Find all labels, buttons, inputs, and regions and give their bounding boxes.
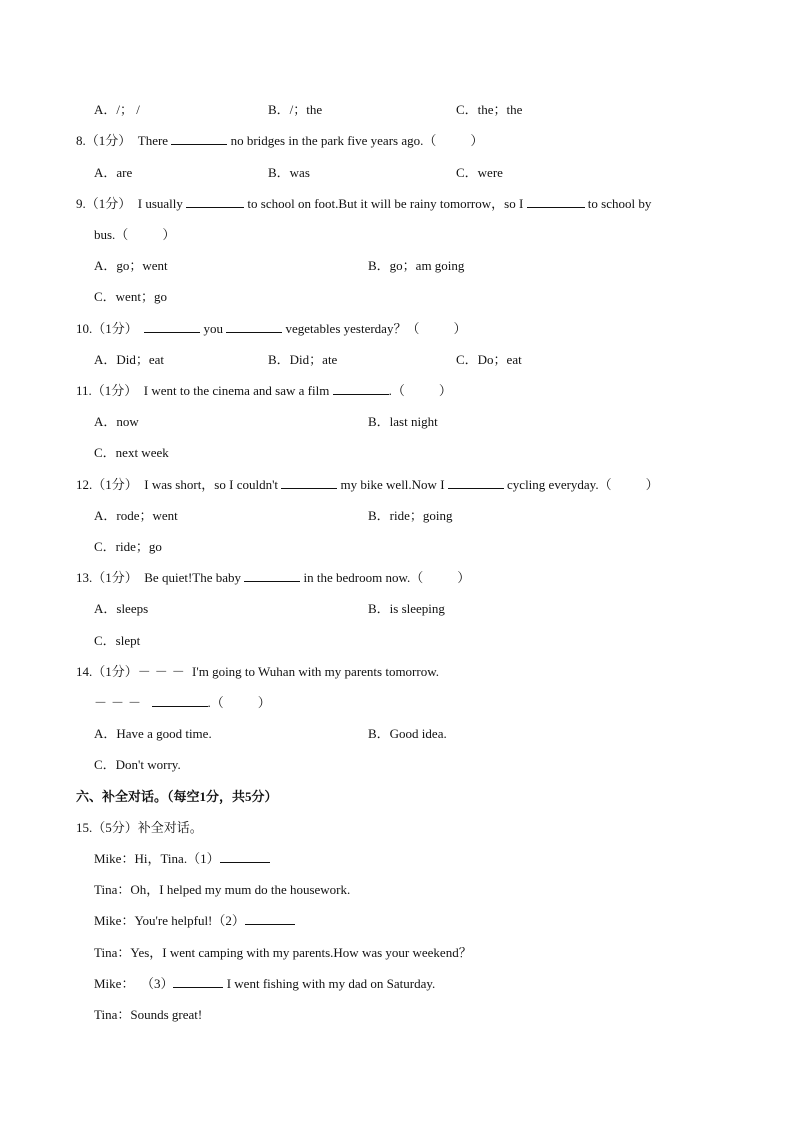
dialogue-speaker: Mike： [94, 976, 135, 991]
q12-paren-close: ） [645, 477, 659, 492]
q13-option-c: C．slept [94, 633, 141, 648]
q13-text-post: in the bedroom now.（ [303, 570, 424, 585]
q9-text-mid: to school on foot.But it will be rainy tomorrow，so I [247, 196, 524, 211]
q14-blank [152, 694, 208, 707]
q14-stem [76, 663, 439, 681]
q11-text-pre: I went to the cinema and saw a film [143, 383, 330, 398]
q10-text-mid: you [203, 321, 224, 336]
q14-option-c: C．Don't worry. [94, 757, 181, 772]
q11-number: 11.（1分） [76, 383, 138, 398]
q11-blank [333, 382, 389, 395]
q9-option-a: A．go；went [94, 258, 168, 273]
dialogue-text: Hi，Tina.（1） [134, 851, 220, 866]
q10-number: 10.（1分） [76, 321, 138, 336]
q14-option-b: B．Good idea. [368, 726, 447, 741]
q10-blank-1 [144, 320, 200, 333]
q8-text-post: no bridges in the park five years ago.（ [230, 133, 437, 148]
q11-paren-close: ） [438, 383, 452, 398]
q11-stem [76, 382, 452, 400]
dialogue-blank-1 [220, 850, 270, 863]
q8-paren-close: ） [470, 133, 484, 148]
q9-blank-2 [527, 195, 585, 208]
q12-blank-2 [448, 476, 504, 489]
q11-text-post: .（ [388, 383, 405, 398]
q9-paren-close: ） [162, 227, 176, 242]
q14-dash-2: －－－ [94, 695, 146, 710]
dialogue-line-6 [94, 1006, 202, 1024]
q8-option-b: B．was [268, 165, 310, 180]
dialogue-text: （3） [140, 976, 174, 991]
q12-option-a: A．rode；went [94, 508, 178, 523]
dialogue-line-2 [94, 881, 350, 899]
dialogue-speaker: Mike： [94, 913, 135, 928]
dialogue-text: Yes，I went camping with my parents.How was your weekend？ [130, 945, 472, 960]
q10-paren-close: ） [453, 321, 467, 336]
q8-blank [171, 132, 227, 145]
q9-stem [76, 195, 651, 213]
dialogue-line-4 [94, 944, 472, 962]
q12-option-b: B．ride；going [368, 508, 453, 523]
dialogue-speaker: Tina： [94, 945, 131, 960]
section-6-title: 六、补全对话。（每空1分，共5分） [76, 789, 278, 804]
q13-paren-close: ） [457, 570, 471, 585]
dialogue-speaker: Tina： [94, 882, 131, 897]
dialogue-line-3 [94, 912, 295, 930]
q9-text-pre: I usually [137, 196, 183, 211]
q10-option-c: C．Do；eat [456, 352, 522, 367]
q12-option-c: C．ride；go [94, 539, 162, 554]
q9-number: 9.（1分） [76, 196, 132, 211]
q10-option-a: A．Did；eat [94, 352, 165, 367]
q9-option-b: B．go；am going [368, 258, 465, 273]
q11-option-c: C．next week [94, 445, 169, 460]
q12-blank-1 [281, 476, 337, 489]
q14-stem-cont [94, 694, 271, 712]
q13-stem [76, 569, 470, 587]
q10-blank-2 [226, 320, 282, 333]
q13-option-a: A．sleeps [94, 601, 149, 616]
q8-text-pre: There [137, 133, 169, 148]
q13-blank [244, 569, 300, 582]
dialogue-speaker: Mike： [94, 851, 135, 866]
dialogue-text: You're helpful!（2） [134, 913, 245, 928]
q12-stem [76, 476, 659, 494]
q7-option-a: A．/； / [94, 102, 140, 117]
dialogue-speaker: Tina： [94, 1007, 131, 1022]
q12-text-mid: my bike well.Now I [340, 477, 445, 492]
q7-option-b: B．/；the [268, 102, 323, 117]
q11-option-b: B．last night [368, 414, 438, 429]
q10-option-b: B．Did；ate [268, 352, 338, 367]
q10-text-post: vegetables yesterday？（ [285, 321, 420, 336]
dialogue-text: Sounds great! [130, 1007, 203, 1022]
q12-text-pre: I was short，so I couldn't [144, 477, 279, 492]
q15-stem: 15.（5分）补全对话。 [76, 820, 203, 835]
dialogue-blank-3 [173, 975, 223, 988]
q13-text-pre: Be quiet!The baby [144, 570, 242, 585]
q9-blank-1 [186, 195, 244, 208]
q9-option-c: C．went；go [94, 289, 167, 304]
q14-paren-close: ） [257, 695, 271, 710]
dialogue-text-post: I went fishing with my dad on Saturday. [226, 976, 436, 991]
q7-option-c: C．the；the [456, 102, 523, 117]
dialogue-text: Oh，I helped my mum do the housework. [130, 882, 351, 897]
q12-text-post: cycling everyday.（ [507, 477, 612, 492]
dialogue-line-5 [94, 975, 435, 993]
q8-stem [76, 132, 483, 150]
q13-number: 13.（1分） [76, 570, 138, 585]
q8-number: 8.（1分） [76, 133, 132, 148]
q8-option-a: A．are [94, 165, 133, 180]
q9-stem-cont [94, 226, 175, 244]
q9-text-cont: bus.（ [94, 227, 129, 242]
q12-number: 12.（1分） [76, 477, 138, 492]
q14-number: 14.（1分） [76, 664, 138, 679]
q8-option-c: C．were [456, 165, 503, 180]
q13-option-b: B．is sleeping [368, 601, 445, 616]
q9-text-post: to school by [587, 196, 652, 211]
q14-text-post: .（ [207, 695, 224, 710]
q14-text: I'm going to Wuhan with my parents tomorrow. [192, 664, 440, 679]
q10-stem [76, 320, 466, 338]
q14-dash: －－－ [137, 664, 189, 679]
dialogue-line-1 [94, 850, 270, 868]
dialogue-blank-2 [245, 912, 295, 925]
q11-option-a: A．now [94, 414, 139, 429]
q14-option-a: A．Have a good time. [94, 726, 212, 741]
